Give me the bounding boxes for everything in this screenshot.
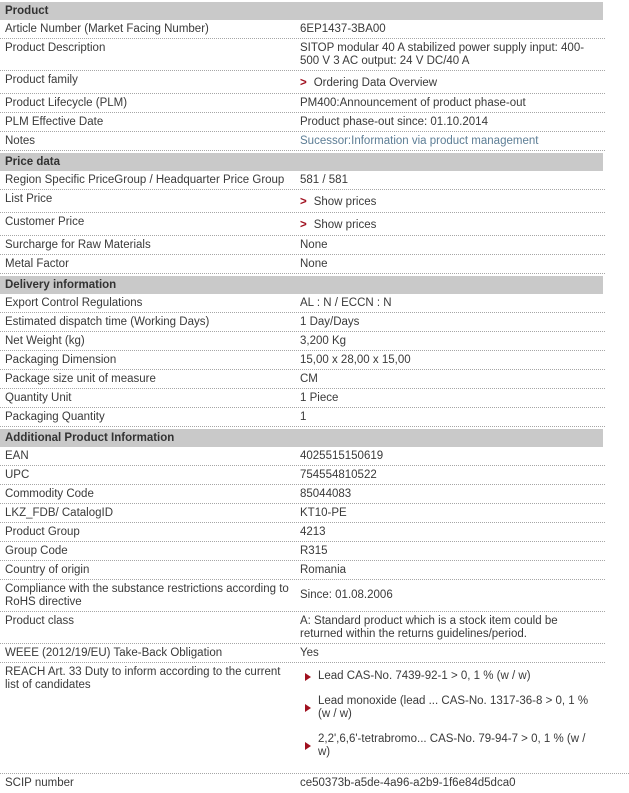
table-row <box>0 504 605 523</box>
row-value-text: None <box>300 258 328 270</box>
row-value-text: Yes <box>300 647 319 659</box>
row-value <box>300 132 600 150</box>
section-header: Price data <box>0 153 603 171</box>
row-value-text: A: Standard product which is a stock item could be returned within the returns guidelines/period. <box>300 615 558 640</box>
row-value <box>300 190 600 212</box>
table-row <box>0 389 605 408</box>
row-label: Customer Price <box>5 216 85 228</box>
row-value <box>300 255 600 273</box>
table-row <box>0 408 605 427</box>
table-row <box>0 39 605 71</box>
chevron-right-icon: > <box>300 219 307 231</box>
chevron-right-icon: > <box>300 196 307 208</box>
row-label: Commodity Code <box>5 488 94 500</box>
row-value <box>300 408 600 426</box>
reach-substance-item <box>305 670 600 683</box>
table-row <box>0 774 605 793</box>
table-row <box>0 236 605 255</box>
row-value-text: CM <box>300 373 318 385</box>
row-label: Product Group <box>5 526 80 538</box>
chevron-link[interactable] <box>300 77 437 90</box>
row-value-text: 3,200 Kg <box>300 335 347 347</box>
row-value <box>300 370 600 388</box>
table-row <box>0 466 605 485</box>
row-value <box>300 213 600 235</box>
table-row <box>0 313 605 332</box>
table-row <box>0 71 605 94</box>
row-label: Product class <box>5 615 75 627</box>
row-label: Compliance with the substance restrictions according to RoHS directive <box>5 583 289 608</box>
row-label: Packaging Dimension <box>5 354 117 366</box>
row-value-text: SITOP modular 40 A stabilized power supply input: 400-500 V 3 AC output: 24 V DC/40 A <box>300 42 585 67</box>
row-value <box>300 171 600 189</box>
link-label: Show prices <box>313 196 377 208</box>
table-row <box>0 94 605 113</box>
section-header: Product <box>0 2 603 20</box>
product-data-table <box>0 2 629 793</box>
row-label: Metal Factor <box>5 258 69 270</box>
table-section <box>0 153 629 274</box>
triangle-right-icon <box>305 742 311 750</box>
row-value <box>300 71 600 93</box>
row-label: PLM Effective Date <box>5 116 104 128</box>
table-row <box>0 663 629 774</box>
row-value <box>300 612 600 643</box>
row-label: Article Number (Market Facing Number) <box>5 23 209 35</box>
row-label: REACH Art. 33 Duty to inform according to the current list of candidates <box>5 666 281 691</box>
row-label: Region Specific PriceGroup / Headquarter Price Group <box>5 174 285 186</box>
row-value <box>300 447 600 465</box>
link-label: Show prices <box>313 219 377 231</box>
row-value-text: AL : N / ECCN : N <box>300 297 392 309</box>
row-value <box>300 523 600 541</box>
row-label: List Price <box>5 193 53 205</box>
notes-link[interactable]: Sucessor:Information via product management <box>300 135 539 147</box>
table-row <box>0 523 605 542</box>
row-value <box>300 542 600 560</box>
row-label: Notes <box>5 135 36 147</box>
row-value-text: 4025515150619 <box>300 450 384 462</box>
chevron-link[interactable] <box>300 196 376 209</box>
row-label: Surcharge for Raw Materials <box>5 239 151 251</box>
row-value <box>300 39 600 70</box>
row-value <box>300 589 600 603</box>
row-value <box>300 504 600 522</box>
reach-substance-text: Lead monoxide (lead ... CAS-No. 1317-36-8 > 0, 1 % (w / w) <box>318 695 589 720</box>
section-header: Delivery information <box>0 276 603 294</box>
table-section <box>0 2 629 151</box>
row-value <box>300 774 600 793</box>
section-header: Additional Product Information <box>0 429 603 447</box>
row-label: Estimated dispatch time (Working Days) <box>5 316 210 328</box>
reach-substance-text: 2,2',6,6'-tetrabromo... CAS-No. 79-94-7 > 0, 1 % (w / w) <box>318 733 586 758</box>
row-value-text: 85044083 <box>300 488 352 500</box>
row-value <box>300 644 600 662</box>
table-row <box>0 351 605 370</box>
row-value-text: Since: 01.08.2006 <box>300 588 393 601</box>
table-row <box>0 644 605 663</box>
row-value-text: 4213 <box>300 526 326 538</box>
table-row <box>0 294 605 313</box>
sections-container <box>0 2 629 793</box>
row-label: Packaging Quantity <box>5 411 105 423</box>
row-label: Quantity Unit <box>5 392 72 404</box>
row-label: SCIP number <box>5 777 74 789</box>
row-value <box>300 94 600 112</box>
table-row <box>0 113 605 132</box>
row-label: Product Description <box>5 42 106 54</box>
reach-substance-item <box>305 695 600 721</box>
link-label: Ordering Data Overview <box>313 77 438 89</box>
table-row <box>0 612 605 644</box>
row-value-text: 754554810522 <box>300 469 377 481</box>
row-label: Package size unit of measure <box>5 373 156 385</box>
row-value-text: None <box>300 239 328 251</box>
row-value <box>300 561 600 579</box>
row-value <box>300 294 600 312</box>
table-row <box>0 485 605 504</box>
row-value-text: ce50373b-a5de-4a96-a2b9-1f6e84d5dca0 <box>300 777 516 789</box>
row-label: Export Control Regulations <box>5 297 143 309</box>
row-label: LKZ_FDB/ CatalogID <box>5 507 114 519</box>
row-label: WEEE (2012/19/EU) Take-Back Obligation <box>5 647 223 659</box>
row-value-text: Product phase-out since: 01.10.2014 <box>300 116 488 128</box>
row-value <box>300 332 600 350</box>
table-row <box>0 132 605 151</box>
chevron-link[interactable] <box>300 219 376 232</box>
row-label: Product family <box>5 74 78 86</box>
row-label: EAN <box>5 450 29 462</box>
row-value <box>300 389 600 407</box>
chevron-right-icon: > <box>300 77 307 89</box>
row-value-text: 581 / 581 <box>300 174 348 186</box>
row-value <box>300 485 600 503</box>
table-row <box>0 213 605 236</box>
table-row <box>0 332 605 351</box>
row-value <box>300 663 600 773</box>
table-section <box>0 276 629 427</box>
row-label: Net Weight (kg) <box>5 335 85 347</box>
row-label: Group Code <box>5 545 68 557</box>
table-row <box>0 561 605 580</box>
row-value-text: 1 <box>300 411 307 423</box>
table-row <box>0 20 605 39</box>
row-value <box>300 466 600 484</box>
table-row <box>0 370 605 389</box>
row-value-text: 1 Day/Days <box>300 316 360 328</box>
row-value-text: 15,00 x 28,00 x 15,00 <box>300 354 411 366</box>
row-value-text: 1 Piece <box>300 392 339 404</box>
table-row <box>0 190 605 213</box>
table-row <box>0 542 605 561</box>
row-value-text: PM400:Announcement of product phase-out <box>300 97 526 109</box>
table-row <box>0 447 605 466</box>
row-value <box>300 313 600 331</box>
row-label: UPC <box>5 469 30 481</box>
reach-substance-text: Lead CAS-No. 7439-92-1 > 0, 1 % (w / w) <box>318 670 531 682</box>
row-value <box>300 351 600 369</box>
table-row <box>0 580 605 612</box>
row-label: Country of origin <box>5 564 90 576</box>
row-label: Product Lifecycle (PLM) <box>5 97 128 109</box>
table-section <box>0 429 629 793</box>
row-value-text: 6EP1437-3BA00 <box>300 23 386 35</box>
row-value-text: KT10-PE <box>300 507 347 519</box>
triangle-right-icon <box>305 704 311 712</box>
row-value <box>300 236 600 254</box>
reach-substance-item <box>305 733 600 759</box>
triangle-right-icon <box>305 673 311 681</box>
row-value-text: R315 <box>300 545 328 557</box>
row-value-text: Romania <box>300 564 347 576</box>
table-row <box>0 255 605 274</box>
row-value <box>300 113 600 131</box>
row-value <box>300 20 600 38</box>
table-row <box>0 171 605 190</box>
